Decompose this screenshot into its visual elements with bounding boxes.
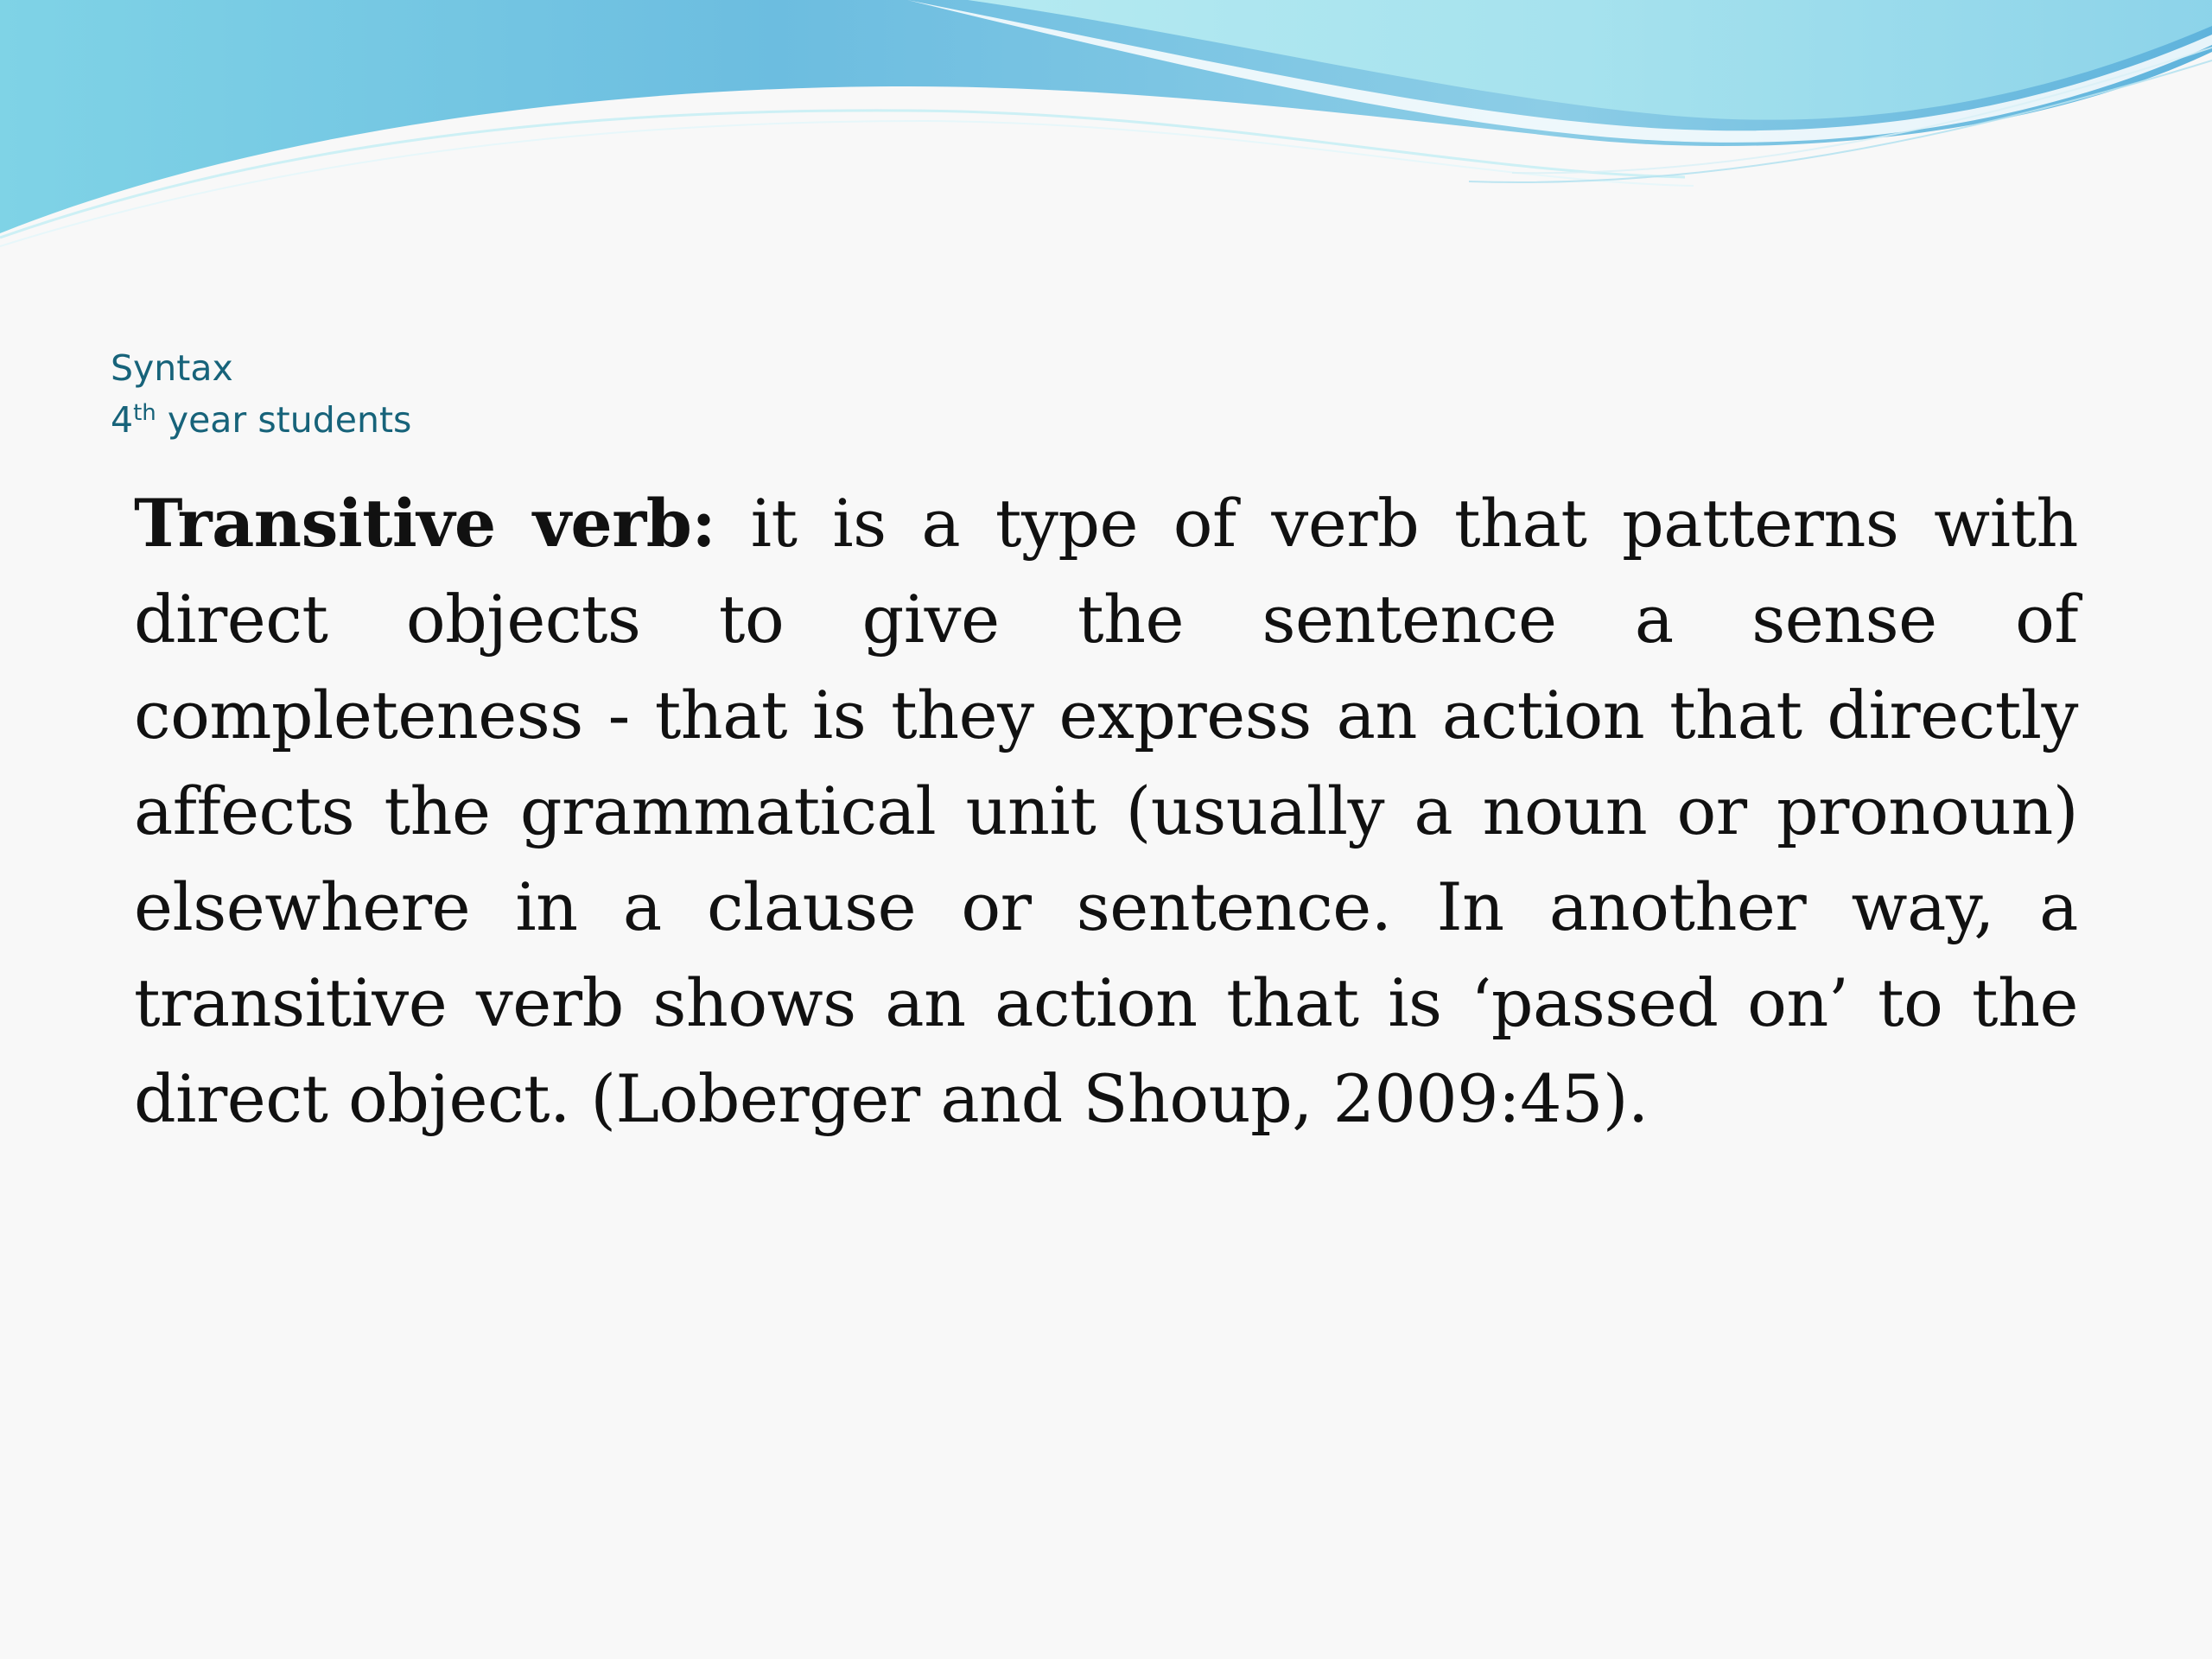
decorative-wave-banner — [0, 0, 2212, 259]
year-number: 4 — [111, 399, 134, 441]
slide-header — [111, 342, 411, 446]
definition-paragraph — [134, 475, 2078, 1147]
year-suffix: th — [133, 400, 156, 426]
audience-line — [111, 394, 411, 446]
audience-label: year students — [156, 399, 412, 441]
definition-term: Transitive verb: — [134, 485, 716, 562]
course-title: Syntax — [111, 347, 233, 389]
definition-text: it is a type of verb that patterns with direct objects to give the sentence a sense of completeness - that is they express an action that directly affects the grammatical unit (usually a noun or pronoun) elsewhere in a clause or sentence. In another way, a transitive verb shows an action that is ‘passed on’ to the direct object. (Loberger and Shoup, 2009:45). — [134, 485, 2078, 1137]
